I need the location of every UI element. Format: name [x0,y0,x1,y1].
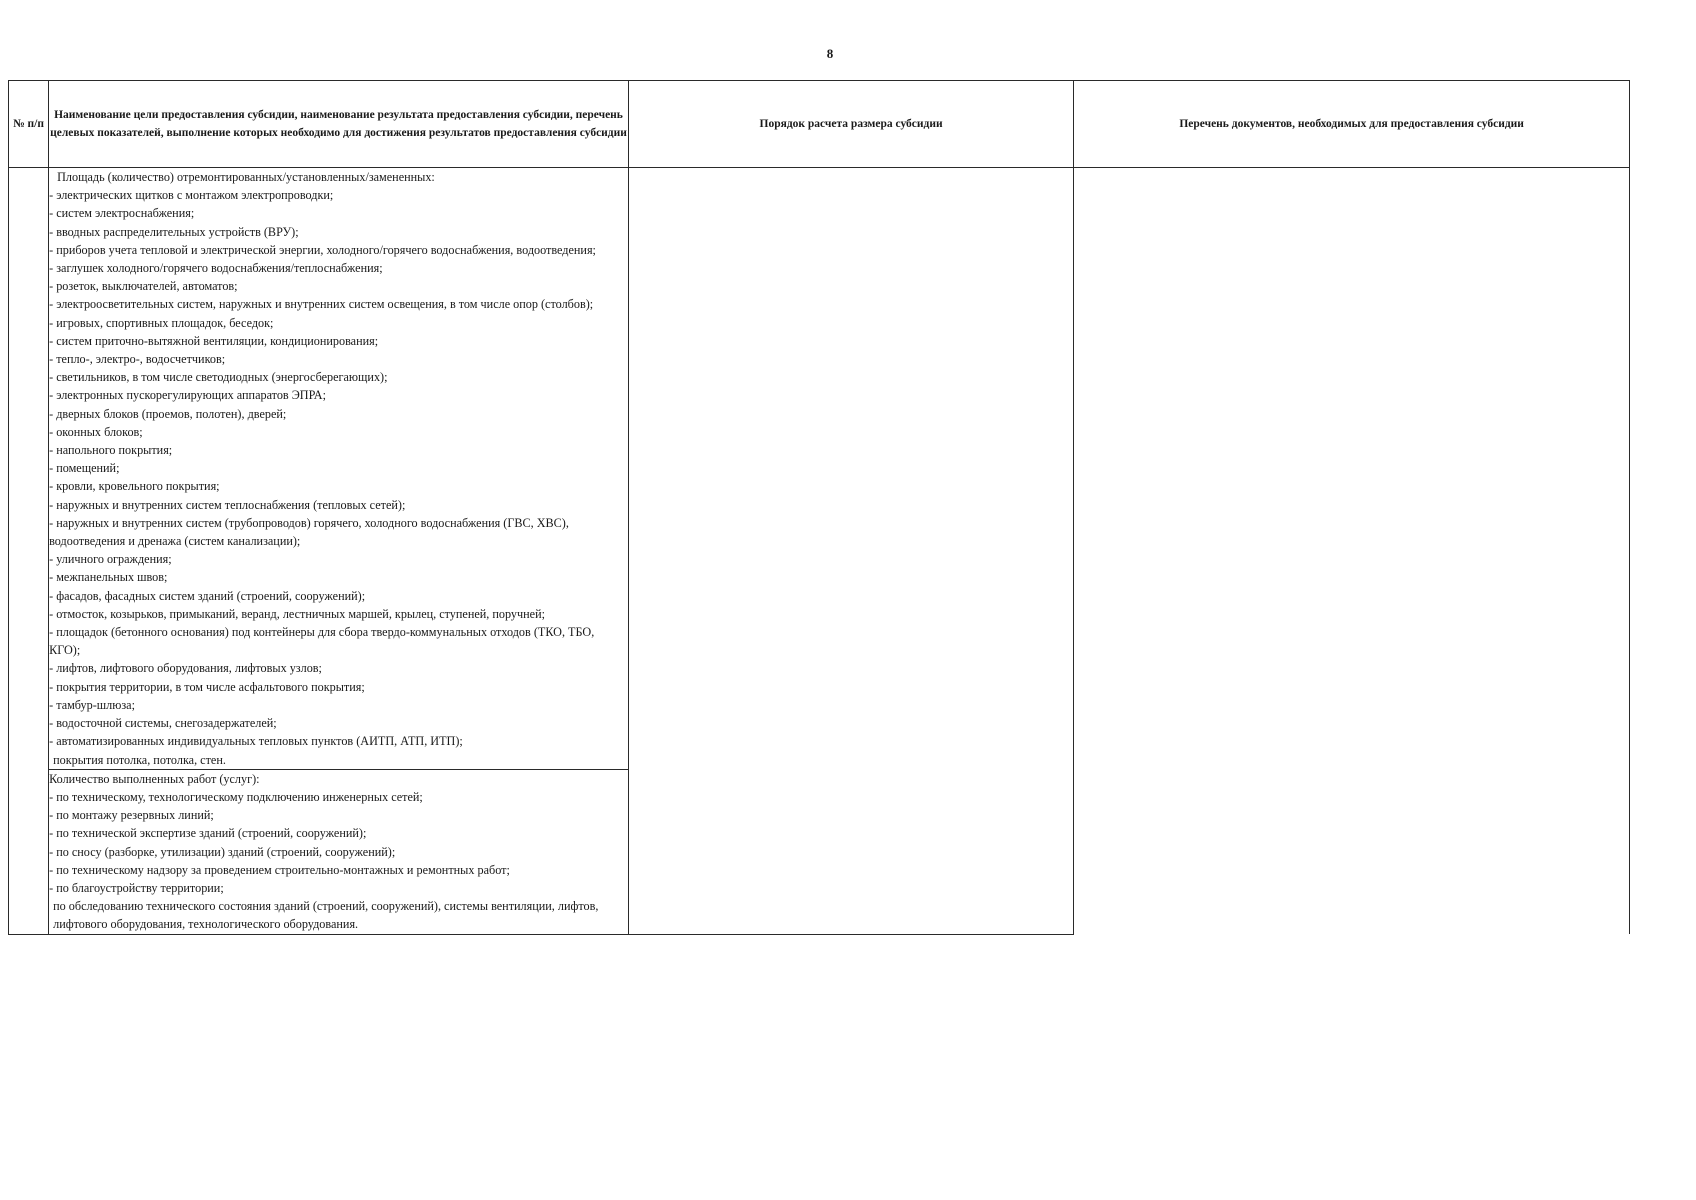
list-item: - дверных блоков (проемов, полотен), дверей; [49,406,287,421]
header-col-docs: Перечень документов, необходимых для предоставления субсидии [1074,81,1630,168]
list-item: - площадок (бетонного основания) под контейнеры для сбора твердо-коммунальных отходов (ТКО, ТБО, КГО); [49,625,595,658]
list-item: - по техническому, технологическому подключению инженерных сетей; [49,789,423,804]
list-item: - наружных и внутренних систем теплоснабжения (тепловых сетей); [49,497,406,512]
list-item: по обследованию технического состояния зданий (строений, сооружений), системы вентиляции, лифтов, лифтового оборудования, технологического оборудования. [53,899,599,932]
list-item: - тамбур-шлюза; [49,697,135,712]
list-item: - светильников, в том числе светодиодных (энергосберегающих); [49,370,388,385]
list-item: - по сносу (разборке, утилизации) зданий (строений, сооружений); [49,844,396,859]
list-item: - заглушек холодного/горячего водоснабжения/теплоснабжения; [49,261,383,276]
page-number: 8 [826,46,834,61]
list-item: - тепло-, электро-, водосчетчиков; [49,352,226,367]
list-item: - наружных и внутренних систем (трубопроводов) горячего, холодного водоснабжения (ГВС, ХВС), водоотведения и дренажа (систем канализации); [49,515,569,549]
list-item: - по технической экспертизе зданий (строений, сооружений); [49,826,367,841]
list-item: - кровли, кровельного покрытия; [49,479,220,494]
header-col-calc: Порядок расчета размера субсидии [628,81,1073,168]
list-item: - игровых, спортивных площадок, беседок; [49,315,274,330]
list-item: - розеток, выключателей, автоматов; [49,279,238,294]
list-item: - по монтажу резервных линий; [49,808,214,823]
list-item: - приборов учета тепловой и электрической энергии, холодного/горячего водоснабжения, водоотведения; [49,242,596,257]
list-item: - по благоустройству территории; [49,880,224,895]
section1-cell [49,168,629,770]
header-col-num: № п/п [9,81,49,168]
section2-title: Количество выполненных работ (услуг): [49,771,260,786]
section2-cell [49,769,629,934]
list-item: - электрических щитков с монтажом электропроводки; [49,188,334,203]
list-item: - уличного ограждения; [49,552,172,567]
list-item: - электронных пускорегулирующих аппаратов ЭПРА; [49,388,326,403]
list-item: - систем приточно-вытяжной вентиляции, кондиционирования; [49,333,379,348]
list-item: - фасадов, фасадных систем зданий (строений, сооружений); [49,588,366,603]
list-item: - напольного покрытия; [49,443,173,458]
list-item: - систем электроснабжения; [49,206,195,221]
list-item: - оконных блоков; [49,424,143,439]
table-header-row [9,81,1630,168]
subsidy-table [8,80,1630,935]
list-item: покрытия потолка, потолка, стен. [53,752,226,767]
list-item: - межпанельных швов; [49,570,168,585]
list-item: - покрытия территории, в том числе асфальтового покрытия; [49,679,365,694]
table-row [9,168,1630,770]
list-item: - вводных распределительных устройств (ВРУ); [49,224,299,239]
list-item: - автоматизированных индивидуальных тепловых пунктов (АИТП, АТП, ИТП); [49,734,463,749]
list-item: - по техническому надзору за проведением строительно-монтажных и ремонтных работ; [49,862,510,877]
list-item: - лифтов, лифтового оборудования, лифтовых узлов; [49,661,322,676]
list-item: - электроосветительных систем, наружных и внутренних систем освещения, в том числе опор (столбов); [49,297,594,312]
list-item: - водосточной системы, снегозадержателей; [49,716,277,731]
docs-cell [1074,168,1630,935]
header-col-goal: Наименование цели предоставления субсидии, наименование результата предоставления субсидии, перечень целевых показателей, выполнение которых необходимо для достижения результатов предоставления субсидии [49,81,629,168]
list-item: - помещений; [49,461,120,476]
section1-title: Площадь (количество) отремонтированных/установленных/замененных: [57,170,435,184]
calc-cell [628,168,1073,935]
list-item: - отмосток, козырьков, примыканий, веранд, лестничных маршей, крылец, ступеней, поручней; [49,606,545,621]
num-cell [9,168,49,935]
